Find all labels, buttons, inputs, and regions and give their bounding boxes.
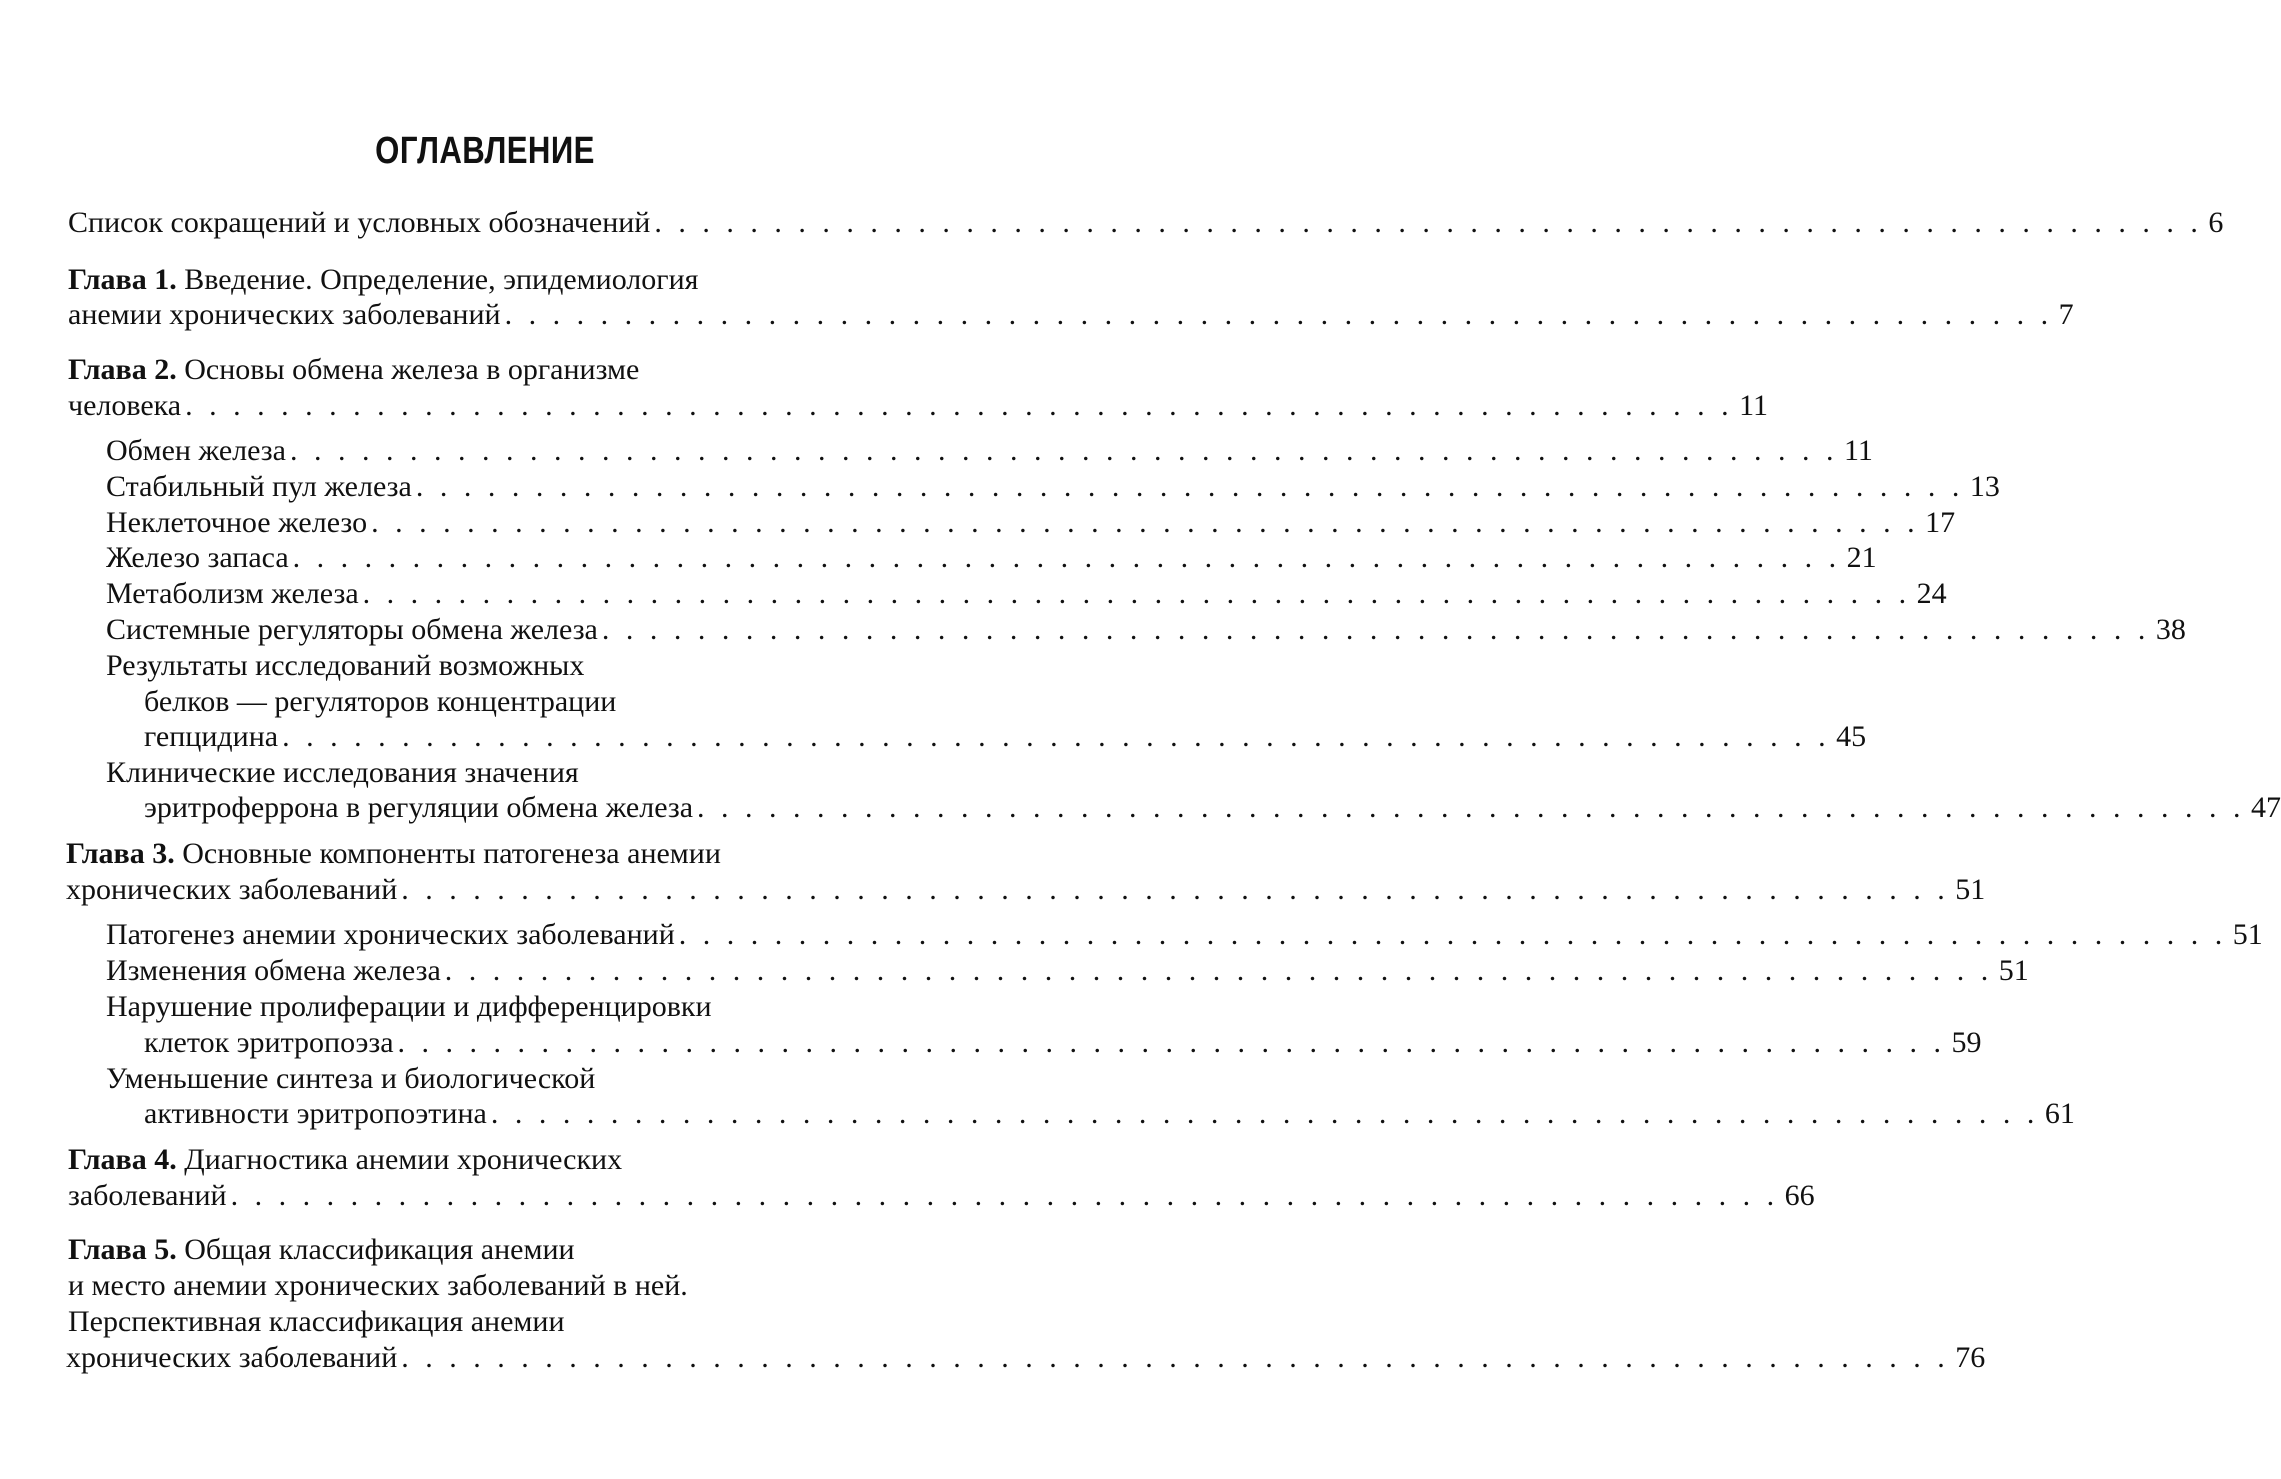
toc-entry-text: Системные регуляторы обмена железа [106, 613, 598, 646]
dot-leader: . . . . . . . . . . . . . . . . . . . . . . . . . . . . . . . . . . . . . . . . . . . . . . . . . . . . . . . . . . . . . . . . . [678, 918, 2227, 951]
dot-leader: . . . . . . . . . . . . . . . . . . . . . . . . . . . . . . . . . . . . . . . . . . . . . . . . . . . . . . . . . . . . . . . . . [490, 1097, 2039, 1130]
dot-leader: . . . . . . . . . . . . . . . . . . . . . . . . . . . . . . . . . . . . . . . . . . . . . . . . . . . . . . . . . . . . . . . . . [289, 434, 1838, 467]
toc-chapter-1-continuation[interactable] [0, 297, 2074, 333]
toc-chapter-3-continuation[interactable] [0, 872, 1986, 908]
toc-chapter-5-continuation[interactable] [68, 1268, 928, 1304]
toc-entry-text: хронических заболеваний [66, 873, 398, 906]
toc-subentry-continuation[interactable] [144, 684, 900, 720]
dot-leader: . . . . . . . . . . . . . . . . . . . . . . . . . . . . . . . . . . . . . . . . . . . . . . . . . . . . . . . . . . . . . . . . . [292, 541, 1841, 574]
toc-subentry-multiline[interactable] [106, 989, 906, 1025]
toc-subentry[interactable] [0, 917, 2263, 953]
toc-page-number: 51 [2232, 918, 2263, 951]
toc-chapter-2-continuation[interactable] [0, 388, 1769, 424]
toc-entry-text: белков — регуляторов концентрации [144, 685, 617, 718]
toc-entry-text: Список сокращений и условных обозначений [68, 206, 651, 239]
toc-page-number: 21 [1846, 541, 1877, 574]
toc-subentry-continuation[interactable] [0, 719, 1867, 755]
toc-subentry[interactable] [0, 505, 1956, 541]
toc-page-number: 24 [1916, 577, 1947, 610]
toc-entry-text: Диагностика анемии хронических [184, 1143, 623, 1176]
dot-leader: . . . . . . . . . . . . . . . . . . . . . . . . . . . . . . . . . . . . . . . . . . . . . . . . . . . . . . . . . . . . . . . . . [282, 720, 1831, 753]
toc-page-number: 66 [1784, 1179, 1815, 1212]
toc-entry-text: Основные компоненты патогенеза анемии [182, 837, 721, 870]
chapter-label: Глава 4. [68, 1143, 177, 1176]
toc-page-number: 7 [2058, 298, 2074, 331]
toc-entry-text: Перспективная классификация анемии [68, 1305, 565, 1338]
toc-entry-text: хронических заболеваний [66, 1341, 398, 1374]
toc-entry-text: Введение. Определение, эпидемиология [184, 263, 699, 296]
toc-page-number: 6 [2208, 206, 2224, 239]
toc-entry-abbreviations[interactable] [0, 205, 2224, 241]
toc-chapter-4-continuation[interactable] [0, 1178, 1815, 1214]
toc-chapter-5-heading[interactable] [68, 1232, 908, 1268]
toc-page-number: 11 [1843, 434, 1873, 467]
toc-page-number: 51 [1955, 873, 1986, 906]
toc-subentry-multiline[interactable] [106, 648, 900, 684]
toc-page-number: 51 [1998, 954, 2029, 987]
toc-subentry[interactable] [0, 953, 2029, 989]
toc-entry-text: Общая классификация анемии [184, 1233, 575, 1266]
toc-entry-text: Уменьшение синтеза и биологической [106, 1062, 596, 1095]
dot-leader: . . . . . . . . . . . . . . . . . . . . . . . . . . . . . . . . . . . . . . . . . . . . . . . . . . . . . . . . . . . . . . . . . [371, 506, 1920, 539]
dot-leader: . . . . . . . . . . . . . . . . . . . . . . . . . . . . . . . . . . . . . . . . . . . . . . . . . . . . . . . . . . . . . . . . . [654, 206, 2203, 239]
toc-entry-text: анемии хронических заболеваний [68, 298, 501, 331]
toc-entry-text: активности эритропоэтина [144, 1097, 487, 1130]
toc-subentry[interactable] [0, 540, 1877, 576]
toc-page-number: 38 [2155, 613, 2186, 646]
toc-page-number: 17 [1925, 506, 1956, 539]
chapter-label: Глава 5. [68, 1233, 177, 1266]
toc-subentry[interactable] [0, 612, 2186, 648]
toc-page-number: 13 [1969, 470, 2000, 503]
toc-page-number: 59 [1951, 1026, 1982, 1059]
toc-chapter-1-heading[interactable] [68, 262, 908, 298]
toc-page-number: 61 [2044, 1097, 2075, 1130]
toc-page-number: 45 [1836, 720, 1867, 753]
toc-entry-text: Изменения обмена железа [106, 954, 441, 987]
toc-subentry[interactable] [0, 576, 1947, 612]
toc-entry-text: Клинические исследования значения [106, 756, 579, 789]
toc-subentry-multiline[interactable] [106, 1061, 900, 1097]
dot-leader: . . . . . . . . . . . . . . . . . . . . . . . . . . . . . . . . . . . . . . . . . . . . . . . . . . . . . . . . . . . . . . . . . [401, 873, 1950, 906]
toc-chapter-5-continuation[interactable] [68, 1304, 908, 1340]
toc-chapter-2-heading[interactable] [68, 352, 908, 388]
toc-page-number: 47 [2251, 791, 2281, 824]
dot-leader: . . . . . . . . . . . . . . . . . . . . . . . . . . . . . . . . . . . . . . . . . . . . . . . . . . . . . . . . . . . . . . . . . [401, 1341, 1950, 1374]
dot-leader: . . . . . . . . . . . . . . . . . . . . . . . . . . . . . . . . . . . . . . . . . . . . . . . . . . . . . . . . . . . . . . . . . [697, 791, 2246, 824]
toc-subentry-multiline[interactable] [106, 755, 900, 791]
toc-entry-text: Метаболизм железа [106, 577, 359, 610]
toc-entry-text: Нарушение пролиферации и дифференцировки [106, 990, 712, 1023]
toc-entry-text: Железо запаса [106, 541, 289, 574]
toc-subentry[interactable] [0, 469, 2000, 505]
dot-leader: . . . . . . . . . . . . . . . . . . . . . . . . . . . . . . . . . . . . . . . . . . . . . . . . . . . . . . . . . . . . . . . . . [397, 1026, 1946, 1059]
toc-entry-text: Основы обмена железа в организме [184, 353, 640, 386]
dot-leader: . . . . . . . . . . . . . . . . . . . . . . . . . . . . . . . . . . . . . . . . . . . . . . . . . . . . . . . . . . . . . . . . . [185, 389, 1734, 422]
page-title: ОГЛАВЛЕНИЕ [375, 130, 595, 172]
toc-entry-text: гепцидина [144, 720, 279, 753]
dot-leader: . . . . . . . . . . . . . . . . . . . . . . . . . . . . . . . . . . . . . . . . . . . . . . . . . . . . . . . . . . . . . . . . . [601, 613, 2150, 646]
toc-page-number: 76 [1955, 1341, 1986, 1374]
toc-entry-text: и место анемии хронических заболеваний в ней. [68, 1269, 688, 1302]
toc-entry-text: Стабильный пул железа [106, 470, 412, 503]
toc-entry-text: Неклеточное железо [106, 506, 368, 539]
chapter-label: Глава 1. [68, 263, 177, 296]
toc-entry-text: клеток эритропоэза [144, 1026, 394, 1059]
toc-subentry-continuation[interactable] [0, 1096, 2075, 1132]
dot-leader: . . . . . . . . . . . . . . . . . . . . . . . . . . . . . . . . . . . . . . . . . . . . . . . . . . . . . . . . . . . . . . . . . [415, 470, 1964, 503]
dot-leader: . . . . . . . . . . . . . . . . . . . . . . . . . . . . . . . . . . . . . . . . . . . . . . . . . . . . . . . . . . . . . . . . . [362, 577, 1911, 610]
toc-entry-text: заболеваний [68, 1179, 227, 1212]
toc-entry-text: эритроферрона в регуляции обмена железа [144, 791, 694, 824]
toc-entry-text: человека [68, 389, 182, 422]
toc-entry-text: Обмен железа [106, 434, 286, 467]
toc-chapter-5-continuation[interactable] [0, 1340, 1986, 1376]
toc-subentry[interactable] [0, 433, 1873, 469]
toc-chapter-3-heading[interactable] [66, 836, 916, 872]
toc-chapter-4-heading[interactable] [68, 1142, 908, 1178]
dot-leader: . . . . . . . . . . . . . . . . . . . . . . . . . . . . . . . . . . . . . . . . . . . . . . . . . . . . . . . . . . . . . . . . . [504, 298, 2053, 331]
toc-entry-text: Результаты исследований возможных [106, 649, 585, 682]
chapter-label: Глава 3. [66, 837, 175, 870]
chapter-label: Глава 2. [68, 353, 177, 386]
dot-leader: . . . . . . . . . . . . . . . . . . . . . . . . . . . . . . . . . . . . . . . . . . . . . . . . . . . . . . . . . . . . . . . . . [444, 954, 1993, 987]
toc-page-number: 11 [1739, 389, 1769, 422]
toc-subentry-continuation[interactable] [0, 790, 2281, 826]
toc-entry-text: Патогенез анемии хронических заболеваний [106, 918, 675, 951]
dot-leader: . . . . . . . . . . . . . . . . . . . . . . . . . . . . . . . . . . . . . . . . . . . . . . . . . . . . . . . . . . . . . . . . . [230, 1179, 1779, 1212]
toc-subentry-continuation[interactable] [0, 1025, 1982, 1061]
